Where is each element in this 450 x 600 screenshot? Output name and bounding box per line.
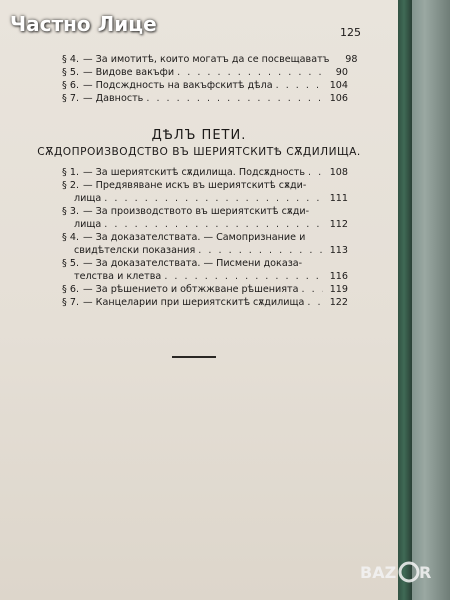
dot-leader	[198, 244, 323, 257]
toc-entry-text: — Подсждность на вакъфскитѣ дѣла	[83, 80, 273, 91]
toc-entry	[62, 296, 348, 309]
part-title: ДѢЛЪ ПЕТИ.	[151, 128, 247, 143]
toc-page-number: 116	[329, 271, 348, 282]
section-rule	[172, 356, 216, 358]
toc-entry-text: свидѣтелски показания	[74, 245, 196, 256]
seller-watermark: Частно Лице	[10, 12, 157, 36]
toc-entry-text: — Предявяване искъ въ шериятскитѣ сѫди-	[83, 180, 307, 191]
toc-entry-text: — За доказателствата. — Самопризнание и	[83, 232, 306, 243]
toc-entry-text: — Давность	[83, 93, 144, 104]
toc-entry-title	[62, 53, 329, 66]
toc-entry-title	[62, 205, 309, 218]
section-number: § 2.	[62, 180, 79, 191]
toc-line	[62, 218, 348, 231]
toc-line	[62, 283, 348, 296]
section-number: § 6.	[62, 80, 79, 91]
toc-entry	[62, 257, 348, 283]
toc-entry-title	[62, 283, 299, 296]
dot-leader	[276, 79, 323, 92]
book-cover-edge	[396, 0, 412, 600]
toc-entry-text: — За имотитѣ, които могатъ да се посвещаватъ	[83, 54, 330, 65]
toc-entry-text: — За шериятскитѣ сѫдилища. Подсѫдность	[83, 167, 306, 178]
page-number: 125	[340, 26, 361, 39]
toc-entry-title	[62, 231, 305, 244]
toc-entry	[62, 166, 348, 179]
toc-entry-text: лища	[74, 219, 102, 230]
toc-page-number: 106	[329, 93, 348, 104]
dot-leader	[146, 92, 323, 105]
part-subtitle: СѪДОПРОИЗВОДСТВО ВЪ ШЕРИЯТСКИТѢ СѪДИЛИЩА.	[37, 146, 361, 158]
toc-entry-text: — За доказателствата. — Писмени доказа-	[83, 258, 303, 269]
toc-line	[62, 244, 348, 257]
toc-line	[62, 53, 358, 66]
dot-leader	[308, 166, 323, 179]
section-number: § 5.	[62, 258, 79, 269]
toc-entry-text: — Канцеларии при шериятскитѣ сѫдилища	[83, 297, 305, 308]
toc-list-top	[62, 53, 358, 105]
section-number: § 5.	[62, 67, 79, 78]
toc-entry	[62, 231, 348, 257]
toc-line	[62, 296, 348, 309]
toc-line	[62, 166, 348, 179]
toc-line	[62, 257, 348, 270]
section-number: § 6.	[62, 284, 79, 295]
section-number: § 3.	[62, 206, 79, 217]
toc-entry-title	[62, 296, 304, 309]
toc-entry-title	[62, 257, 302, 270]
toc-entry	[62, 53, 358, 66]
toc-entry-text: — Видове вакъфи	[83, 67, 175, 78]
toc-entry-text: — За производството въ шериятскитѣ сѫди-	[83, 206, 310, 217]
toc-line	[62, 92, 348, 105]
toc-page-number: 104	[329, 80, 348, 91]
section-number: § 4.	[62, 232, 79, 243]
toc-entry-title	[74, 244, 195, 257]
toc-entry-title	[74, 192, 101, 205]
toc-page-number: 119	[329, 284, 348, 295]
toc-entry-text: — За рѣшението и обтжжване рѣшенията	[83, 284, 299, 295]
dot-leader	[104, 192, 323, 205]
toc-entry-text: телства и клетва	[74, 271, 162, 282]
toc-page-number: 112	[329, 219, 348, 230]
section-number: § 7.	[62, 297, 79, 308]
bazar-logo-icon	[360, 558, 440, 590]
toc-entry-title	[62, 92, 143, 105]
toc-entry	[62, 66, 348, 79]
toc-list-bottom	[62, 166, 348, 309]
toc-page-number: 113	[329, 245, 348, 256]
dot-leader	[104, 218, 323, 231]
dot-leader	[164, 270, 323, 283]
toc-line	[62, 179, 348, 192]
toc-entry-title	[62, 79, 273, 92]
section-number: § 4.	[62, 54, 79, 65]
toc-entry-title	[62, 166, 305, 179]
toc-entry-title	[74, 218, 101, 231]
toc-page-number: 108	[329, 167, 348, 178]
svg-text:BAZ: BAZ	[360, 563, 397, 582]
dot-leader	[177, 66, 323, 79]
section-number: § 7.	[62, 93, 79, 104]
toc-entry	[62, 283, 348, 296]
dot-leader	[307, 296, 323, 309]
background-surface	[408, 0, 450, 600]
toc-line	[62, 231, 348, 244]
toc-line	[62, 192, 348, 205]
toc-entry	[62, 92, 348, 105]
toc-entry	[62, 205, 348, 231]
toc-entry	[62, 179, 348, 205]
toc-line	[62, 79, 348, 92]
toc-page-number: 111	[329, 193, 348, 204]
toc-entry-title	[62, 179, 306, 192]
toc-entry-text: лища	[74, 193, 102, 204]
toc-page-number: 122	[329, 297, 348, 308]
toc-page-number: 90	[335, 67, 348, 78]
toc-entry	[62, 79, 348, 92]
toc-entry-title	[74, 270, 161, 283]
section-number: § 1.	[62, 167, 79, 178]
toc-entry-title	[62, 66, 174, 79]
toc-line	[62, 66, 348, 79]
toc-line	[62, 205, 348, 218]
toc-page-number: 98	[345, 54, 358, 65]
svg-text:R: R	[419, 563, 432, 582]
toc-line	[62, 270, 348, 283]
dot-leader	[302, 283, 323, 296]
